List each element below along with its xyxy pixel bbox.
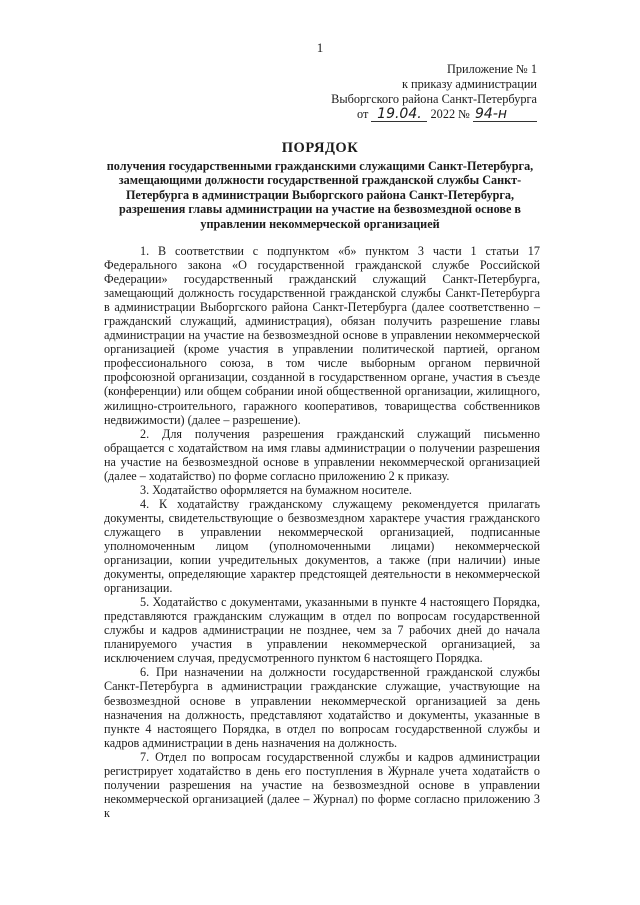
paragraph-4: 4. К ходатайству гражданскому служащему рекомендуется прилагать документы, свидетельствующие о безвозмездном характере участия гражданского служащего в управлении некоммерческой организацией, подписанные уполномоченным лицом (уполномоченными лицами) некоммерческой организации, копии учредительных документов, а также (при наличии) иные документы, определяющие характер предстоящей деятельности в некоммерческой организации. — [104, 496, 540, 596]
document-body — [104, 244, 540, 820]
paragraph-5: 5. Ходатайство с документами, указанными в пункте 4 настоящего Порядка, представляются гражданским служащим в отдел по вопросам государственной службы и кадров администрации не позднее, чем за 7 рабочих дней до начала планируемого участия в управлении некоммерческой организацией, за исключением случая, предусмотренного пунктом 6 настоящего Порядка. — [104, 595, 540, 666]
order-year: 2022 № — [430, 107, 470, 121]
handwritten-order-number: 94-н — [473, 107, 537, 122]
appendix-line-1: Приложение № 1 — [446, 62, 537, 76]
paragraph-2: 2. Для получения разрешения гражданский служащий письменно обращается с ходатайством на имя главы администрации о получении разрешения на участие на безвозмездной основе в управлении некоммерческой организацией (далее – ходатайство) по форме согласно приложению 2 к приказу. — [104, 426, 540, 483]
appendix-date-line — [331, 107, 537, 122]
appendix-header — [331, 62, 537, 122]
handwritten-date: 19.04. — [371, 107, 427, 122]
date-prefix: от — [356, 107, 369, 121]
paragraph-3: 3. Ходатайство оформляется на бумажном носителе. — [140, 482, 412, 497]
document-title: ПОРЯДОК — [281, 140, 359, 156]
page-number: 1 — [316, 40, 324, 55]
paragraph-6: 6. При назначении на должности государственной гражданской службы Санкт-Петербурга в администрации гражданские служащие, участвующие на безвозмездной основе в управлении некоммерческой организацией за день назначения на должность, представляют ходатайство и документы, указанные в пункте 4 настоящего Порядка, в отдел по вопросам государственной службы и кадров администрации в день назначения на должность. — [104, 665, 540, 750]
document-subtitle: получения государственными гражданскими служащими Санкт-Петербурга, замещающими должности государственной гражданской службы Санкт-Петербурга в администрации Выборгского района Санкт-Петербурга, разрешения главы администрации на участие на безвозмездной основе в управлении некоммерческой организацией — [106, 159, 534, 231]
paragraph-7: 7. Отдел по вопросам государственной службы и кадров администрации регистрирует ходатайство в день его поступления в Журнале учета ходатайств о получении разрешения на участие на безвозмездной основе в управлении некоммерческой организацией (далее – Журнал) по форме согласно приложению 3 к — [104, 749, 540, 820]
appendix-line-3: Выборгского района Санкт-Петербурга — [331, 92, 537, 106]
paragraph-1: 1. В соответствии с подпунктом «б» пунктом 3 части 1 статьи 17 Федерального закона «О государственной гражданской службе Российской Федерации» государственный гражданский служащий Санкт-Петербурга, замещающий должность государственной гражданской службы Санкт-Петербурга в администрации Выборгского района Санкт-Петербурга (далее соответственно – гражданский служащий, администрация), обязан получить разрешение главы администрации на участие на безвозмездной основе в управлении некоммерческой организацией (кроме участия в управлении политической партией, органом профессионального союза, в том числе выборным органом первичной профсоюзной организации, созданной в государственном органе, участия в съезде (конференции) или общем собрании иной общественной организации, жилищного, жилищно-строительного, гаражного кооперативов, товарищества собственников недвижимости) (далее – разрешение). — [104, 244, 540, 427]
appendix-line-2: к приказу администрации — [402, 77, 537, 91]
